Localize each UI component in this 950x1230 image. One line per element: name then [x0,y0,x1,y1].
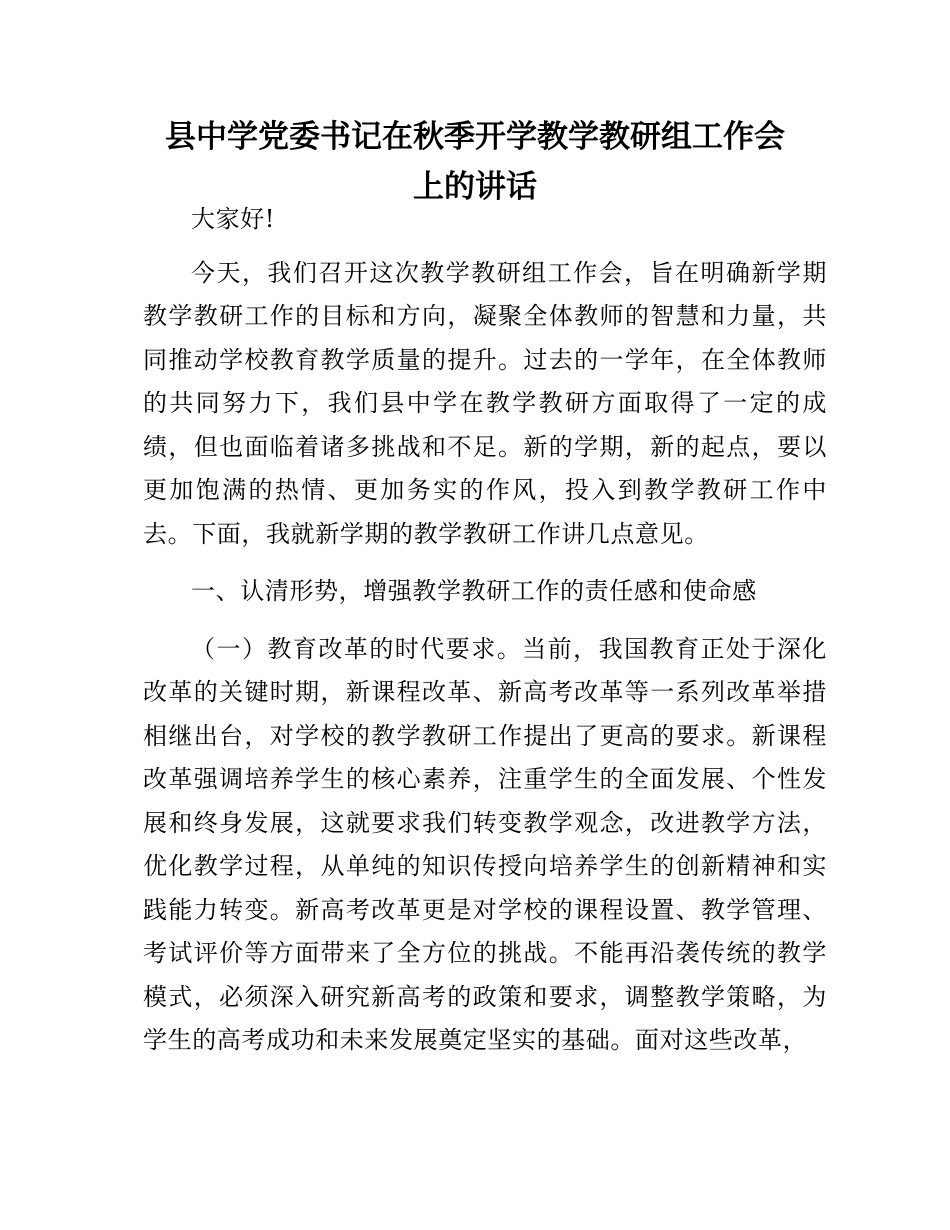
title-line-1: 县中学党委书记在秋季开学教学教研组工作会 [165,119,785,155]
document-title [120,112,830,212]
title-line-2: 上的讲话 [413,169,537,205]
section-heading-1: 一、认清形势，增强教学教研工作的责任感和使命感 [191,577,757,605]
paragraph-education-reform: （一）教育改革的时代要求。当前，我国教育正处于深化改革的关键时期，新课程改革、新高考改革等一系列改革举措相继出台，对学校的教学教研工作提出了更高的要求。新课程改革强调培养学生的核心素养，注重学生的全面发展、个性发展和终身发展，这就要求我们转变教学观念，改进教学方法，优化教学过程，从单纯的知识传授向培养学生的创新精神和实践能力转变。新高考改革更是对学校的课程设置、教学管理、考试评价等方面带来了全方位的挑战。不能再沿袭传统的教学模式，必须深入研究新高考的政策和要求，调整教学策略，为学生的高考成功和未来发展奠定坚实的基础。面对这些改革， [143,634,827,1054]
greeting: 大家好! [191,205,276,233]
document-body [143,198,827,1077]
paragraph-intro: 今天，我们召开这次教学教研组工作会，旨在明确新学期教学教研工作的目标和方向，凝聚全体教师的智慧和力量，共同推动学校教育教学质量的提升。过去的一学年，在全体教师的共同努力下，我们县中学在教学教研方面取得了一定的成绩，但也面临着诸多挑战和不足。新的学期，新的起点，要以更加饱满的热情、更加务实的作风，投入到教学教研工作中去。下面，我就新学期的教学教研工作讲几点意见。 [143,258,827,548]
